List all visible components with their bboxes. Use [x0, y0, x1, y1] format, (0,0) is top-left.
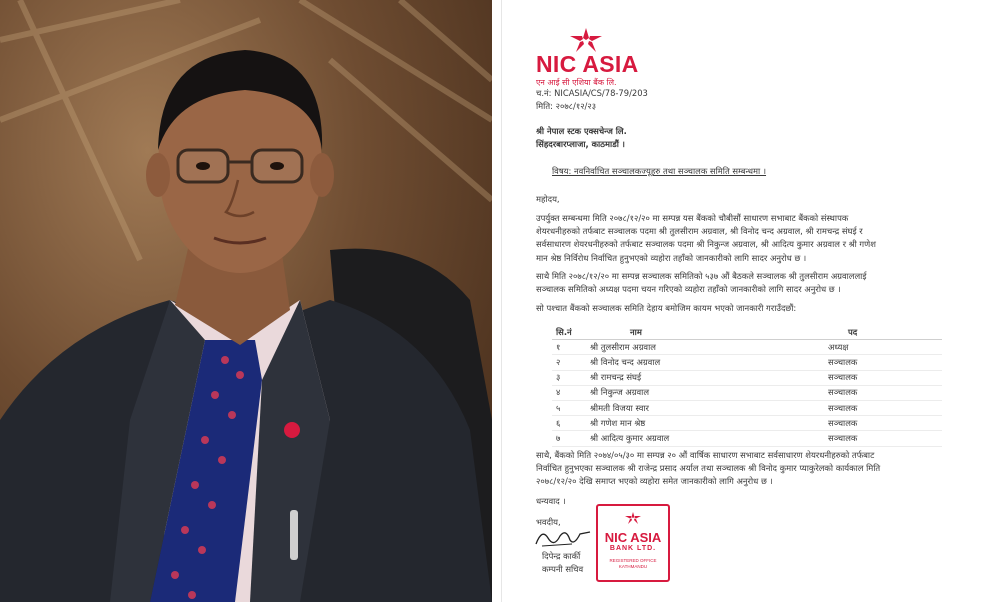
row-serial: ६ — [556, 417, 561, 428]
row-name: श्री निकुन्ज अग्रवाल — [590, 387, 650, 398]
row-position: सञ्चालक — [828, 432, 858, 443]
paragraph-4 — [536, 449, 976, 489]
paragraph-2 — [536, 270, 976, 296]
table-row — [552, 386, 942, 401]
table-header-row — [552, 325, 942, 340]
divider — [492, 0, 501, 602]
paragraph-4-line: निर्वाचित हुनुभएका सञ्चालक श्री राजेन्द्र प्रसाद अर्याल तथा सञ्चालक श्री विनोद कुमार प्याकुरेलको कार्यकाल मिति — [536, 463, 881, 474]
row-serial: १ — [556, 341, 561, 352]
row-serial: ४ — [556, 387, 561, 398]
row-name: श्री तुलसीराम अग्रवाल — [590, 341, 656, 352]
stamp-city: KATHMANDU — [618, 564, 648, 569]
row-position: सञ्चालक — [828, 417, 858, 428]
row-name: श्रीमती विजया स्वार — [590, 402, 649, 413]
paragraph-1 — [536, 212, 976, 265]
recipient-line-1: श्री नेपाल स्टक एक्सचेन्ज लि. — [536, 126, 627, 136]
paragraph-2-line: सञ्चालक समितिको अध्यक्ष पदमा चयन गरिएको व्यहोरा तहाँको जानकारीको लागि सादर अनुरोध छ । — [536, 284, 841, 295]
paragraph-3: सो पश्चात बैंकको सञ्चालक समिति देहाय बमोजिम कायम भएको जानकारी गराउँदछौं: — [536, 303, 797, 313]
row-name: श्री गणेश मान श्रेष्ठ — [590, 417, 646, 428]
paragraph-2-line: साथै मिति २०७८/१२/२० मा सम्पन्न सञ्चालक समितिको ५३७ औं बैठकले सञ्चालक श्री तुलसीराम अग्रवाललाई — [536, 271, 867, 281]
row-name: श्री रामचन्द्र संघई — [590, 372, 642, 383]
table-row — [552, 340, 942, 355]
stamp-bank-ltd: BANK LTD. — [609, 545, 657, 552]
official-stamp — [596, 504, 670, 582]
subject-line: विषय: नवनिर्वाचित सञ्चालकज्यूहरु तथा सञ्चालक समिति सम्बन्धमा । — [552, 166, 767, 176]
table-row — [552, 371, 942, 386]
header-serial: सि.नं — [556, 326, 572, 337]
stamp-bank-name: NIC ASIA — [604, 530, 662, 545]
table-row — [552, 431, 942, 446]
board-members-table — [552, 325, 942, 447]
row-name: श्री विनोद चन्द अग्रवाल — [590, 356, 661, 367]
letter-document — [501, 0, 1000, 602]
row-position: सञ्चालक — [828, 372, 858, 383]
paragraph-1-line: सर्वसाधारण शेयरधनीहरुको तर्फबाट सञ्चालक पदमा श्री निकुन्ज अग्रवाल, श्री आदित्य कुमार अग्रवाल र श्री गणेश — [536, 239, 876, 250]
reference-number: च.नं: NICASIA/CS/78-79/203 — [536, 88, 648, 98]
row-serial: ५ — [556, 402, 561, 413]
letter-date: मिति: २०७८/१२/२३ — [536, 101, 597, 111]
thanks-line: धन्यवाद । — [536, 496, 566, 506]
header-name: नाम — [630, 326, 642, 337]
row-serial: ७ — [556, 432, 561, 443]
signatory-name: दिपेन्द्र कार्की — [542, 551, 581, 561]
portrait-photo — [0, 0, 492, 602]
signatory-title: कम्पनी सचिव — [542, 564, 584, 574]
star-emblem-icon — [570, 28, 602, 52]
table-row — [552, 416, 942, 431]
row-position: सञ्चालक — [828, 356, 858, 367]
paragraph-1-line: मान श्रेष्ठ निर्विरोध निर्वाचित हुनुभएको व्यहोरा तहाँको जानकारीको लागि सादर अनुरोध छ । — [536, 252, 807, 263]
header-position: पद — [848, 326, 858, 337]
row-serial: २ — [556, 356, 561, 367]
table-row — [552, 355, 942, 370]
portrait-illustration — [0, 0, 492, 602]
nic-asia-logo — [536, 28, 646, 88]
row-position: अध्यक्ष — [828, 341, 849, 352]
paragraph-4-line: २०७८/१२/२० देखि समाप्त भएको व्यहोरा समेत जानकारीको लागि अनुरोध छ । — [536, 476, 773, 487]
closing-line: भवदीय, — [536, 517, 561, 527]
paragraph-1-line: उपर्युक्त सम्बन्धमा मिति २०७८/१२/२० मा सम्पन्न यस बैंकको चौबीसौं साधारण सभाबाट बैंकको संस्थापक — [536, 213, 849, 223]
row-name: श्री आदित्य कुमार अग्रवाल — [590, 432, 670, 443]
signature-icon — [532, 524, 594, 550]
row-serial: ३ — [556, 372, 561, 383]
recipient-line-2: सिंहदरबारप्लाजा, काठमाडौं । — [536, 139, 625, 149]
row-position: सञ्चालक — [828, 402, 858, 413]
stamp-registered-office: REGISTERED OFFICE — [609, 558, 657, 563]
table-row — [552, 401, 942, 416]
paragraph-1-line: शेयरधनीहरुको तर्फबाट सञ्चालक पदमा श्री तुलसीराम अग्रवाल, श्री विनोद चन्द अग्रवाल, श्री रामचन्द्र संघई र — [536, 226, 863, 237]
stamp-star-icon — [625, 512, 641, 524]
logo-wordmark: NIC ASIA — [536, 51, 639, 77]
logo-tagline: एन आई सी एशिया बैंक लि. — [536, 78, 617, 87]
row-position: सञ्चालक — [828, 387, 858, 398]
salutation: महोदय, — [536, 194, 560, 204]
paragraph-4-line: साथै, बैंकको मिति २०७४/०५/३० मा सम्पन्न २० औं वार्षिक साधारण सभाबाट सर्वसाधारण शेयरधनीहरुको तर्फबाट — [536, 450, 875, 460]
